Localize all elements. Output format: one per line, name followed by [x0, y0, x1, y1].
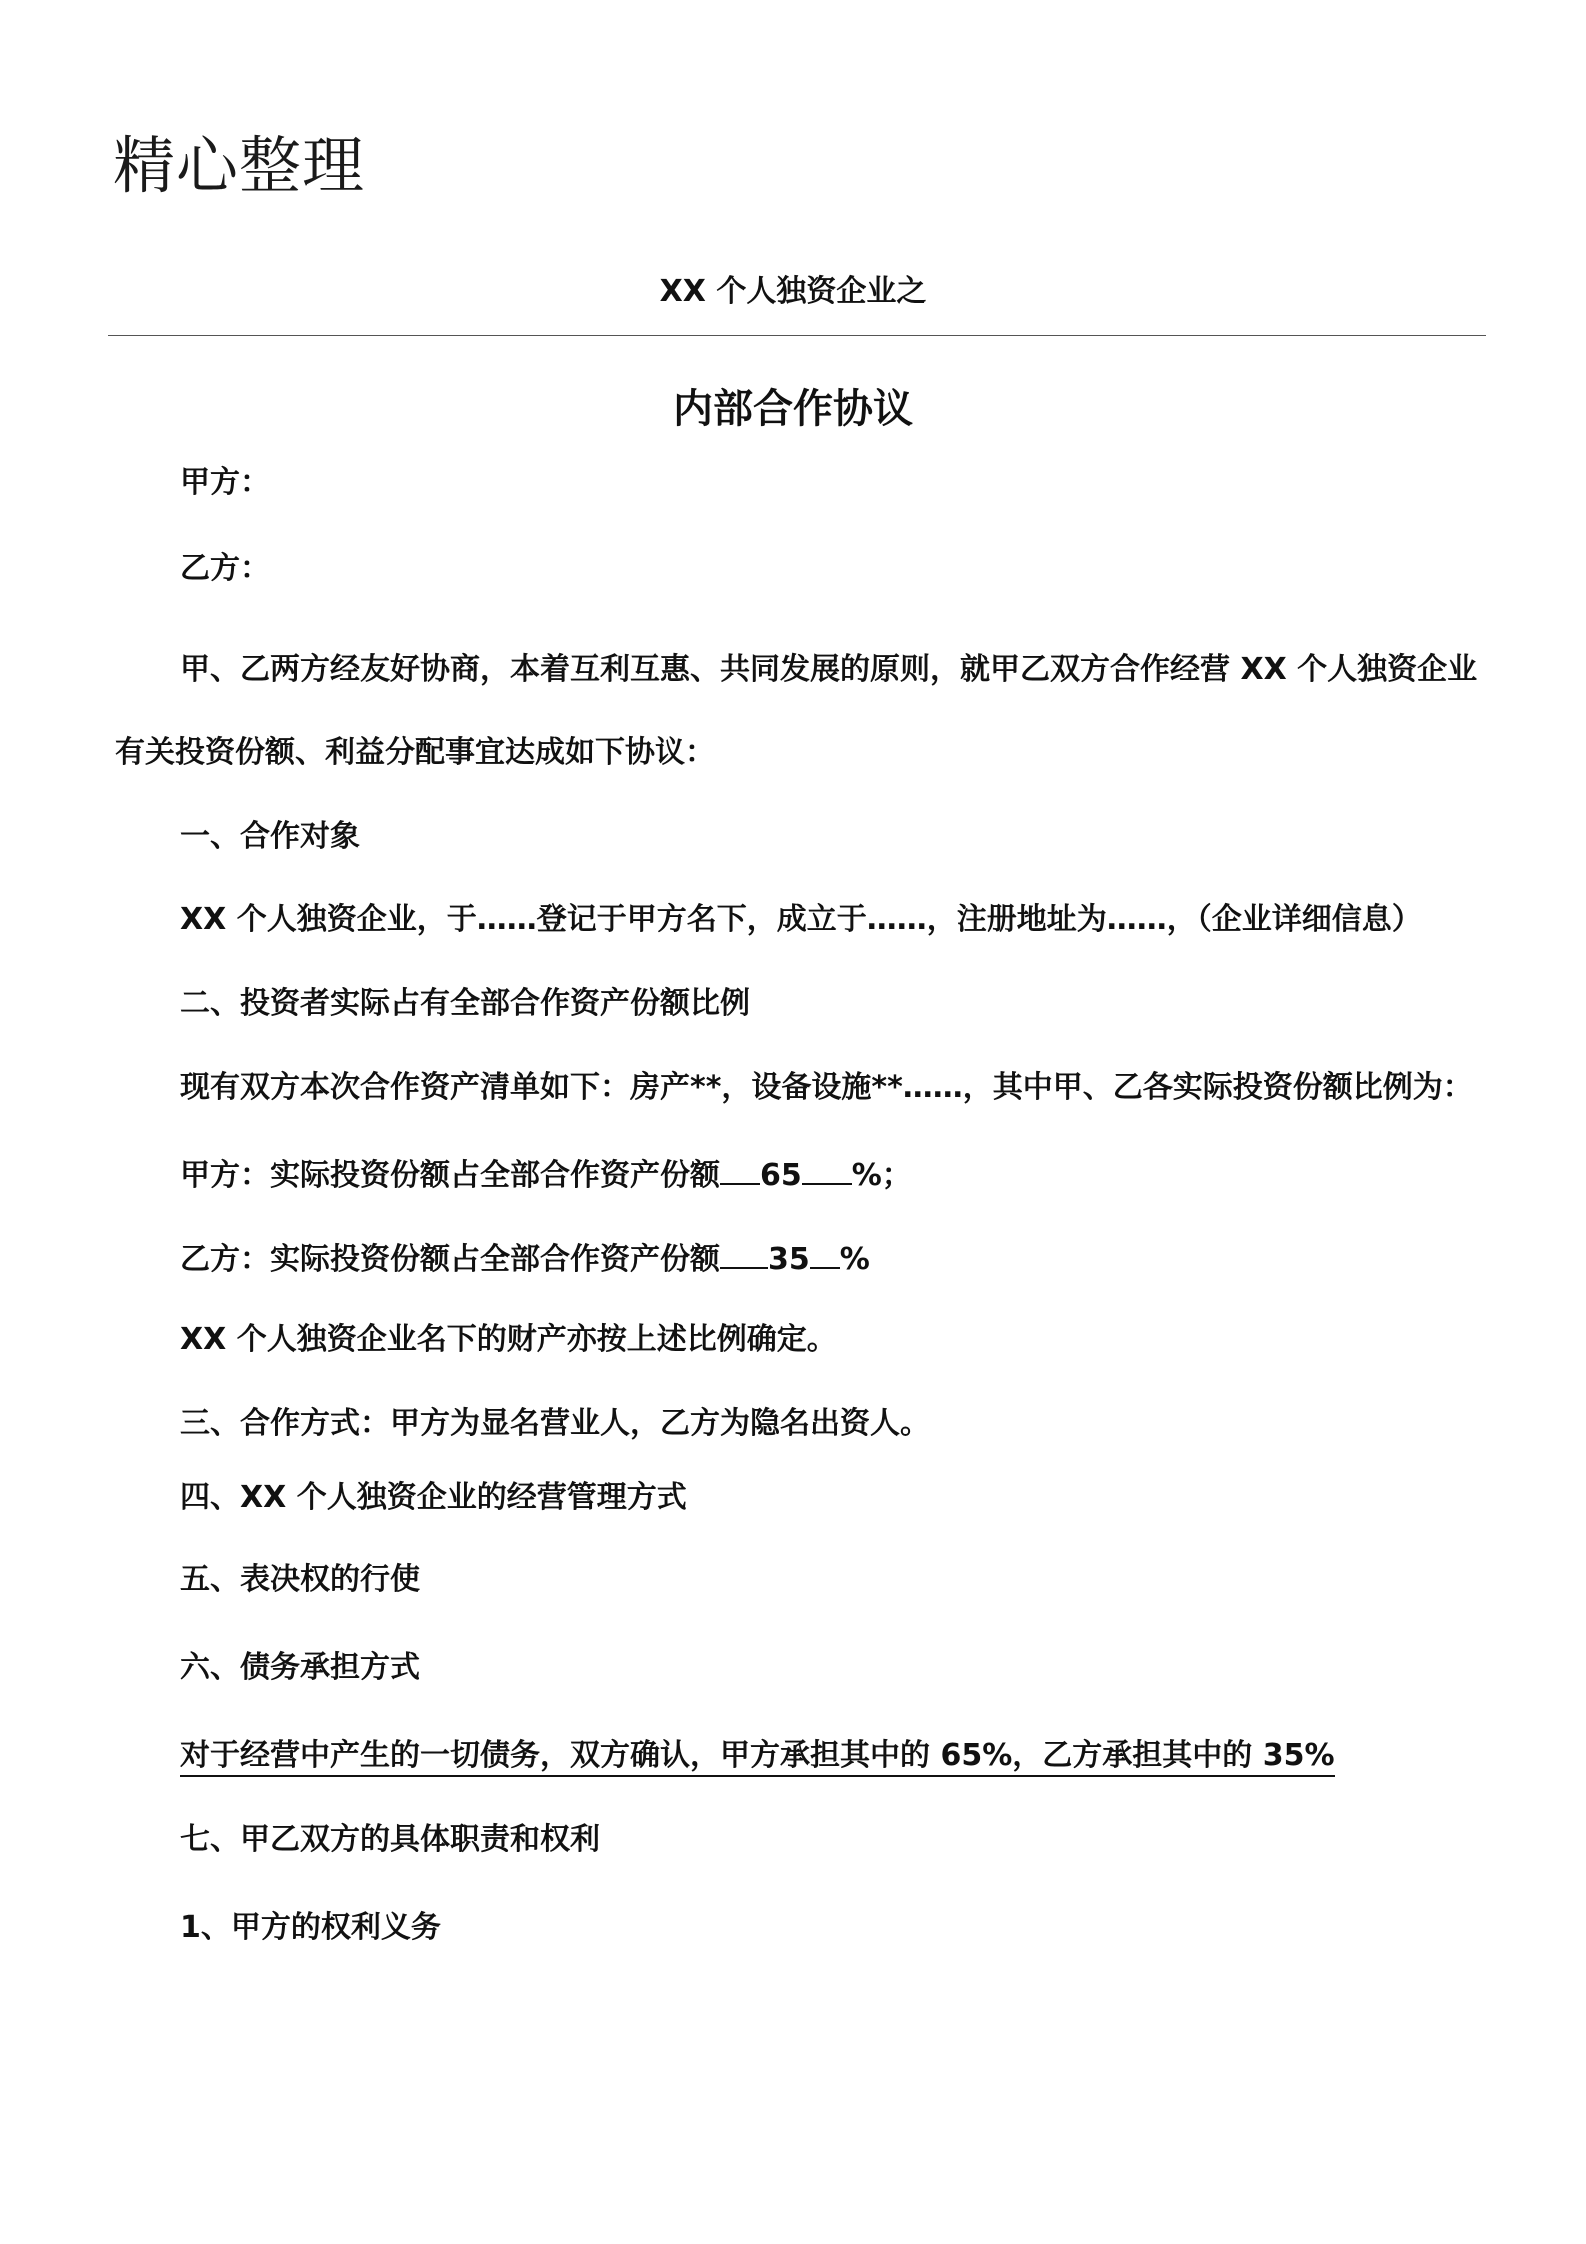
intro-paragraph-line-1: 甲、乙两方经友好协商，本着互利互惠、共同发展的原则，就甲乙双方合作经营 XX 个人独资企业: [180, 652, 1478, 687]
party-b-share-suffix: %: [839, 1242, 870, 1277]
section-2-party-b-share: [180, 1240, 870, 1280]
blank-underline: [810, 1267, 840, 1269]
party-a-share-suffix: %；: [851, 1158, 912, 1193]
section-7-1-heading: 1、甲方的权利义务: [180, 1910, 441, 1945]
section-6-body-text: 对于经营中产生的一切债务，双方确认，甲方承担其中的 65%，乙方承担其中的 35%: [180, 1738, 1335, 1777]
section-5-heading: 五、表决权的行使: [180, 1562, 420, 1597]
document-title: 内部合作协议: [673, 386, 913, 432]
party-b-label: 乙方：: [180, 551, 270, 586]
section-6-heading: 六、债务承担方式: [180, 1650, 420, 1685]
intro-paragraph-line-2: 有关投资份额、利益分配事宜达成如下协议：: [115, 735, 715, 770]
section-2-note: XX 个人独资企业名下的财产亦按上述比例确定。: [180, 1322, 837, 1357]
header-title: XX 个人独资企业之: [659, 274, 927, 309]
party-a-share-value: 65: [760, 1158, 802, 1193]
section-7-heading: 七、甲乙双方的具体职责和权利: [180, 1822, 600, 1857]
blank-underline: [720, 1183, 760, 1185]
section-3-line: 三、合作方式：甲方为显名营业人，乙方为隐名出资人。: [180, 1406, 930, 1441]
watermark-text: 精心整理: [113, 129, 366, 202]
blank-underline: [720, 1267, 768, 1269]
section-2-party-a-share: [180, 1156, 912, 1196]
header-divider: [108, 335, 1486, 336]
section-1-heading: 一、合作对象: [180, 819, 360, 854]
party-b-share-value: 35: [768, 1242, 810, 1277]
section-2-heading: 二、投资者实际占有全部合作资产份额比例: [180, 986, 750, 1021]
party-a-label: 甲方：: [180, 465, 270, 500]
blank-underline: [802, 1183, 852, 1185]
section-4-heading: 四、XX 个人独资企业的经营管理方式: [180, 1480, 687, 1515]
section-1-body: XX 个人独资企业，于……登记于甲方名下，成立于……，注册地址为……，（企业详细信息）: [180, 902, 1422, 937]
party-b-share-prefix: 乙方：实际投资份额占全部合作资产份额: [180, 1242, 720, 1277]
section-2-body: 现有双方本次合作资产清单如下：房产**，设备设施**……，其中甲、乙各实际投资份额比例为：: [180, 1070, 1473, 1105]
party-a-share-prefix: 甲方：实际投资份额占全部合作资产份额: [180, 1158, 720, 1193]
section-6-body: [180, 1736, 1335, 1776]
